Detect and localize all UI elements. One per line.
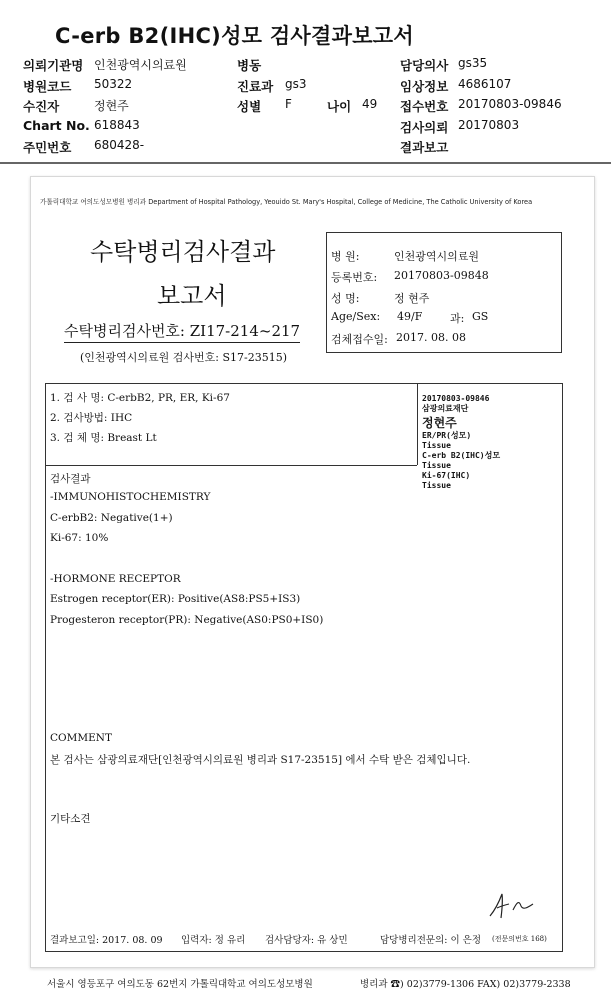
patient-agesex-label: Age/Sex: [331, 310, 381, 323]
other-findings: 기타소견 [50, 813, 91, 825]
entered-by: 입력자: 정 유리 [181, 935, 246, 946]
pathologist: 담당병리전문의: 이 은정 [380, 935, 482, 946]
result-ki67: Ki-67: 10% [50, 532, 109, 544]
comment-heading: COMMENT [50, 732, 113, 744]
field-label-resident-no: 주민번호 [23, 140, 72, 155]
field-label-doctor: 담당의사 [400, 58, 449, 73]
field-value-request-date: 20170803 [458, 118, 520, 132]
patient-name-value: 정 현주 [394, 292, 430, 305]
patient-reg-label: 등록번호: [331, 271, 378, 284]
sticker-specimen-3: Tissue [422, 481, 451, 490]
exam-method: 2. 검사방법: IHC [50, 412, 133, 424]
request-number: 수탁병리검사번호: ZI17-214~217 [64, 320, 300, 343]
hospital-contact: 병리과 ☎) 02)3779-1306 FAX) 02)3779-2338 [360, 979, 571, 990]
result-cerbb2: C-erbB2: Negative(1+) [50, 512, 173, 524]
pathologist-license: (전문의번호 168) [492, 935, 547, 943]
patient-agesex-value: 49/F [397, 310, 423, 323]
field-value-sex: F [285, 97, 292, 111]
patient-hospital-label: 병 원: [331, 250, 360, 263]
field-label-patient: 수진자 [23, 99, 60, 114]
sticker-receipt-no: 20170803-09846 [422, 394, 490, 403]
hospital-department-line: 가톨릭대학교 여의도성모병원 병리과 Department of Hospital Pathology, Yeouido St. Mary's Hospital, College of Medicine, The Catholic University of Korea [40, 198, 533, 206]
field-value-patient: 정현주 [94, 99, 129, 113]
field-label-receipt-no: 접수번호 [400, 99, 449, 114]
sticker-lab: 삼광의료재단 [422, 404, 469, 413]
field-label-result-report: 결과보고 [400, 140, 449, 155]
result-pr: Progesteron receptor(PR): Negative(AS0:PS0+IS0) [50, 614, 324, 626]
header-divider [0, 162, 611, 164]
field-value-age: 49 [362, 97, 378, 111]
results-heading: 검사결과 [50, 473, 91, 485]
specimen-label [422, 394, 532, 491]
sticker-specimen-2: Tissue [422, 461, 451, 470]
sticker-specimen-1: Tissue [422, 441, 451, 450]
field-value-department: gs3 [285, 77, 307, 91]
exam-info-divider [45, 465, 417, 466]
field-value-resident-no: 680428- [94, 138, 145, 152]
sticker-test-1: ER/PR(성모) [422, 431, 472, 440]
report-title: C-erb B2(IHC)성모 검사결과보고서 [55, 24, 414, 48]
sticker-test-2: C-erb B2(IHC)성모 [422, 451, 501, 460]
field-label-age: 나이 [327, 99, 352, 114]
field-label-hospital-code: 병원코드 [23, 79, 72, 94]
sticker-divider [417, 383, 418, 465]
sticker-test-3: Ki-67(IHC) [422, 471, 471, 480]
field-label-sex: 성별 [237, 99, 262, 114]
exam-specimen: 3. 검 체 명: Breast Lt [50, 432, 157, 444]
patient-received-value: 2017. 08. 08 [396, 331, 466, 344]
field-value-hospital-code: 50322 [94, 77, 133, 91]
patient-dept-label: 과: [450, 312, 465, 325]
field-label-department: 진료과 [237, 79, 274, 94]
field-label-request-date: 검사의뢰 [400, 120, 449, 135]
patient-dept-value: GS [472, 310, 489, 323]
technician: 검사담당자: 유 상민 [265, 935, 348, 946]
field-value-doctor: gs35 [458, 56, 488, 70]
pathologist-signature [485, 888, 545, 923]
field-label-ward: 병동 [237, 58, 262, 73]
patient-received-label: 검체접수일: [331, 333, 388, 346]
origin-exam-number: (인천광역시의료원 검사번호: S17-23515) [80, 351, 288, 364]
results-section-ihc: -IMMUNOHISTOCHEMISTRY [50, 491, 211, 503]
field-label-institution: 의뢰기관명 [23, 58, 84, 73]
results-section-hormone: -HORMONE RECEPTOR [50, 573, 181, 585]
hospital-address: 서울시 영등포구 여의도동 62번지 가톨릭대학교 여의도성모병원 [47, 979, 313, 990]
report-heading-line2: 보고서 [157, 282, 227, 310]
report-date: 결과보고일: 2017. 08. 09 [50, 935, 163, 946]
field-value-chart-no: 618843 [94, 118, 140, 132]
result-er: Estrogen receptor(ER): Positive(AS8:PS5+IS3) [50, 593, 301, 605]
field-label-chart-no: Chart No. [23, 118, 90, 133]
comment-text: 본 검사는 삼광의료재단[인천광역시의료원 병리과 S17-23515] 에서 수탁 받은 검체입니다. [50, 754, 471, 766]
patient-hospital-value: 인천광역시의료원 [394, 250, 480, 263]
patient-name-label: 성 명: [331, 292, 360, 305]
sticker-patient-name: 정현주 [422, 416, 457, 430]
field-value-clinical-info: 4686107 [458, 77, 512, 91]
field-value-institution: 인천광역시의료원 [94, 58, 187, 72]
patient-reg-value: 20170803-09848 [394, 269, 489, 282]
field-label-clinical-info: 임상정보 [400, 79, 449, 94]
report-heading-line1: 수탁병리검사결과 [90, 238, 276, 266]
field-value-receipt-no: 20170803-09846 [458, 97, 562, 111]
exam-name: 1. 검 사 명: C-erbB2, PR, ER, Ki-67 [50, 392, 230, 404]
